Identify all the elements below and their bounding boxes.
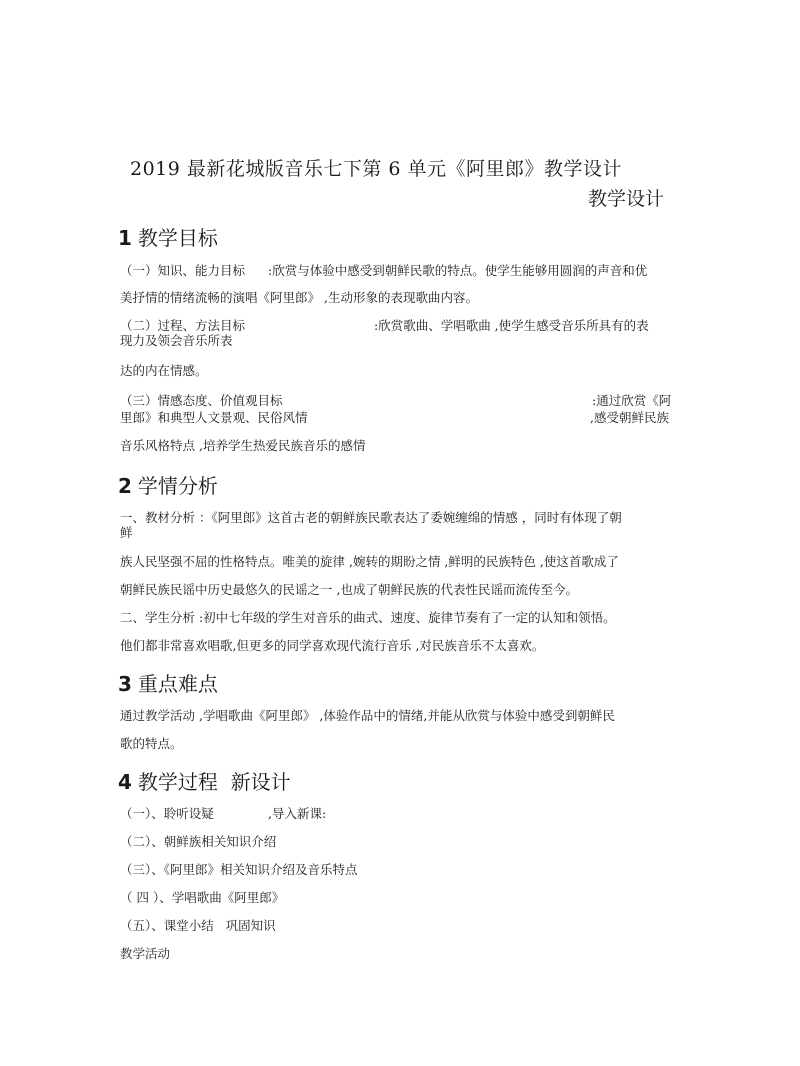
section-number: 1 xyxy=(118,226,132,250)
section-title: 教学过程 新设计 xyxy=(137,770,291,794)
section-heading-3 xyxy=(118,668,218,697)
section-heading-2 xyxy=(118,470,218,499)
paragraph-line: 美抒情的情绪流畅的演唱《阿里郎》 ,生动形象的表现歌曲内容。 xyxy=(120,290,478,305)
paragraph-line: 二、学生分析 :初中七年级的学生对音乐的曲式、速度、旋律节奏有了一定的认知和领悟。 xyxy=(120,610,616,625)
section-heading-1 xyxy=(118,222,218,251)
paragraph-line: ,感受朝鲜民族 xyxy=(590,410,669,425)
paragraph-line: 朝鲜民族民谣中历史最悠久的民谣之一 ,也成了朝鲜民族的代表性民谣而流传至今。 xyxy=(120,582,578,597)
document-subtitle: 教学设计 xyxy=(588,188,665,210)
list-item: （三）、《阿里郎》相关知识介绍及音乐特点 xyxy=(120,862,358,877)
paragraph-line: 达的内在情感。 xyxy=(120,363,208,378)
section-title: 重点难点 xyxy=(137,672,218,696)
paragraph-line: 鲜 xyxy=(120,525,133,540)
section-title: 教学目标 xyxy=(137,226,218,250)
list-item: （一）、聆听设疑 xyxy=(120,806,214,821)
paragraph-line: （三）情感态度、价值观目标 xyxy=(120,393,283,408)
section-number: 4 xyxy=(118,770,132,794)
paragraph-line: 他们都非常喜欢唱歌,但更多的同学喜欢现代流行音乐 ,对民族音乐不太喜欢。 xyxy=(120,638,545,653)
paragraph-line: :欣赏歌曲、学唱歌曲 ,使学生感受音乐所具有的表 xyxy=(374,318,649,333)
section-title: 学情分析 xyxy=(137,474,218,498)
paragraph-line: :欣赏与体验中感受到朝鲜民歌的特点。使学生能够用圆润的声音和优 xyxy=(268,263,648,278)
paragraph-line: （一）知识、能力目标 xyxy=(120,263,246,278)
paragraph-line: 歌的特点。 xyxy=(120,736,183,751)
list-item: （ 四 ）、学唱歌曲《阿里郎》 xyxy=(120,890,285,905)
paragraph-line: 音乐风格特点 ,培养学生热爱民族音乐的感情 xyxy=(120,438,366,453)
document-title: 2019 最新花城版音乐七下第 6 单元《阿里郎》教学设计 xyxy=(130,158,623,180)
list-item: ,导入新课: xyxy=(268,806,327,821)
paragraph-line: 里郎》和典型人文景观、民俗风情 xyxy=(120,410,308,425)
section-heading-4 xyxy=(118,766,291,795)
paragraph-line: 现力及领会音乐所表 xyxy=(120,333,233,348)
paragraph-line: 教学活动 xyxy=(120,946,171,961)
paragraph-line: 一、教材分析 ：《阿里郎》这首古老的朝鲜族民歌表达了委婉缠绵的情感 ，同时有体现了朝 xyxy=(120,510,622,525)
paragraph-line: 通过教学活动 ,学唱歌曲《阿里郎》 ,体验作品中的情绪,并能从欣赏与体验中感受到朝鲜民 xyxy=(120,708,615,723)
list-item: （五）、课堂小结 巩固知识 xyxy=(120,918,276,933)
paragraph-line: （二）过程、方法目标 xyxy=(120,318,246,333)
section-number: 3 xyxy=(118,672,132,696)
paragraph-line: 族人民坚强不屈的性格特点。唯美的旋律 ,婉转的期盼之情 ,鲜明的民族特色 ,使这首歌成了 xyxy=(120,554,619,569)
section-number: 2 xyxy=(118,474,132,498)
paragraph-line: :通过欣赏《阿 xyxy=(592,393,672,408)
list-item: （二）、朝鲜族相关知识介绍 xyxy=(120,834,277,849)
